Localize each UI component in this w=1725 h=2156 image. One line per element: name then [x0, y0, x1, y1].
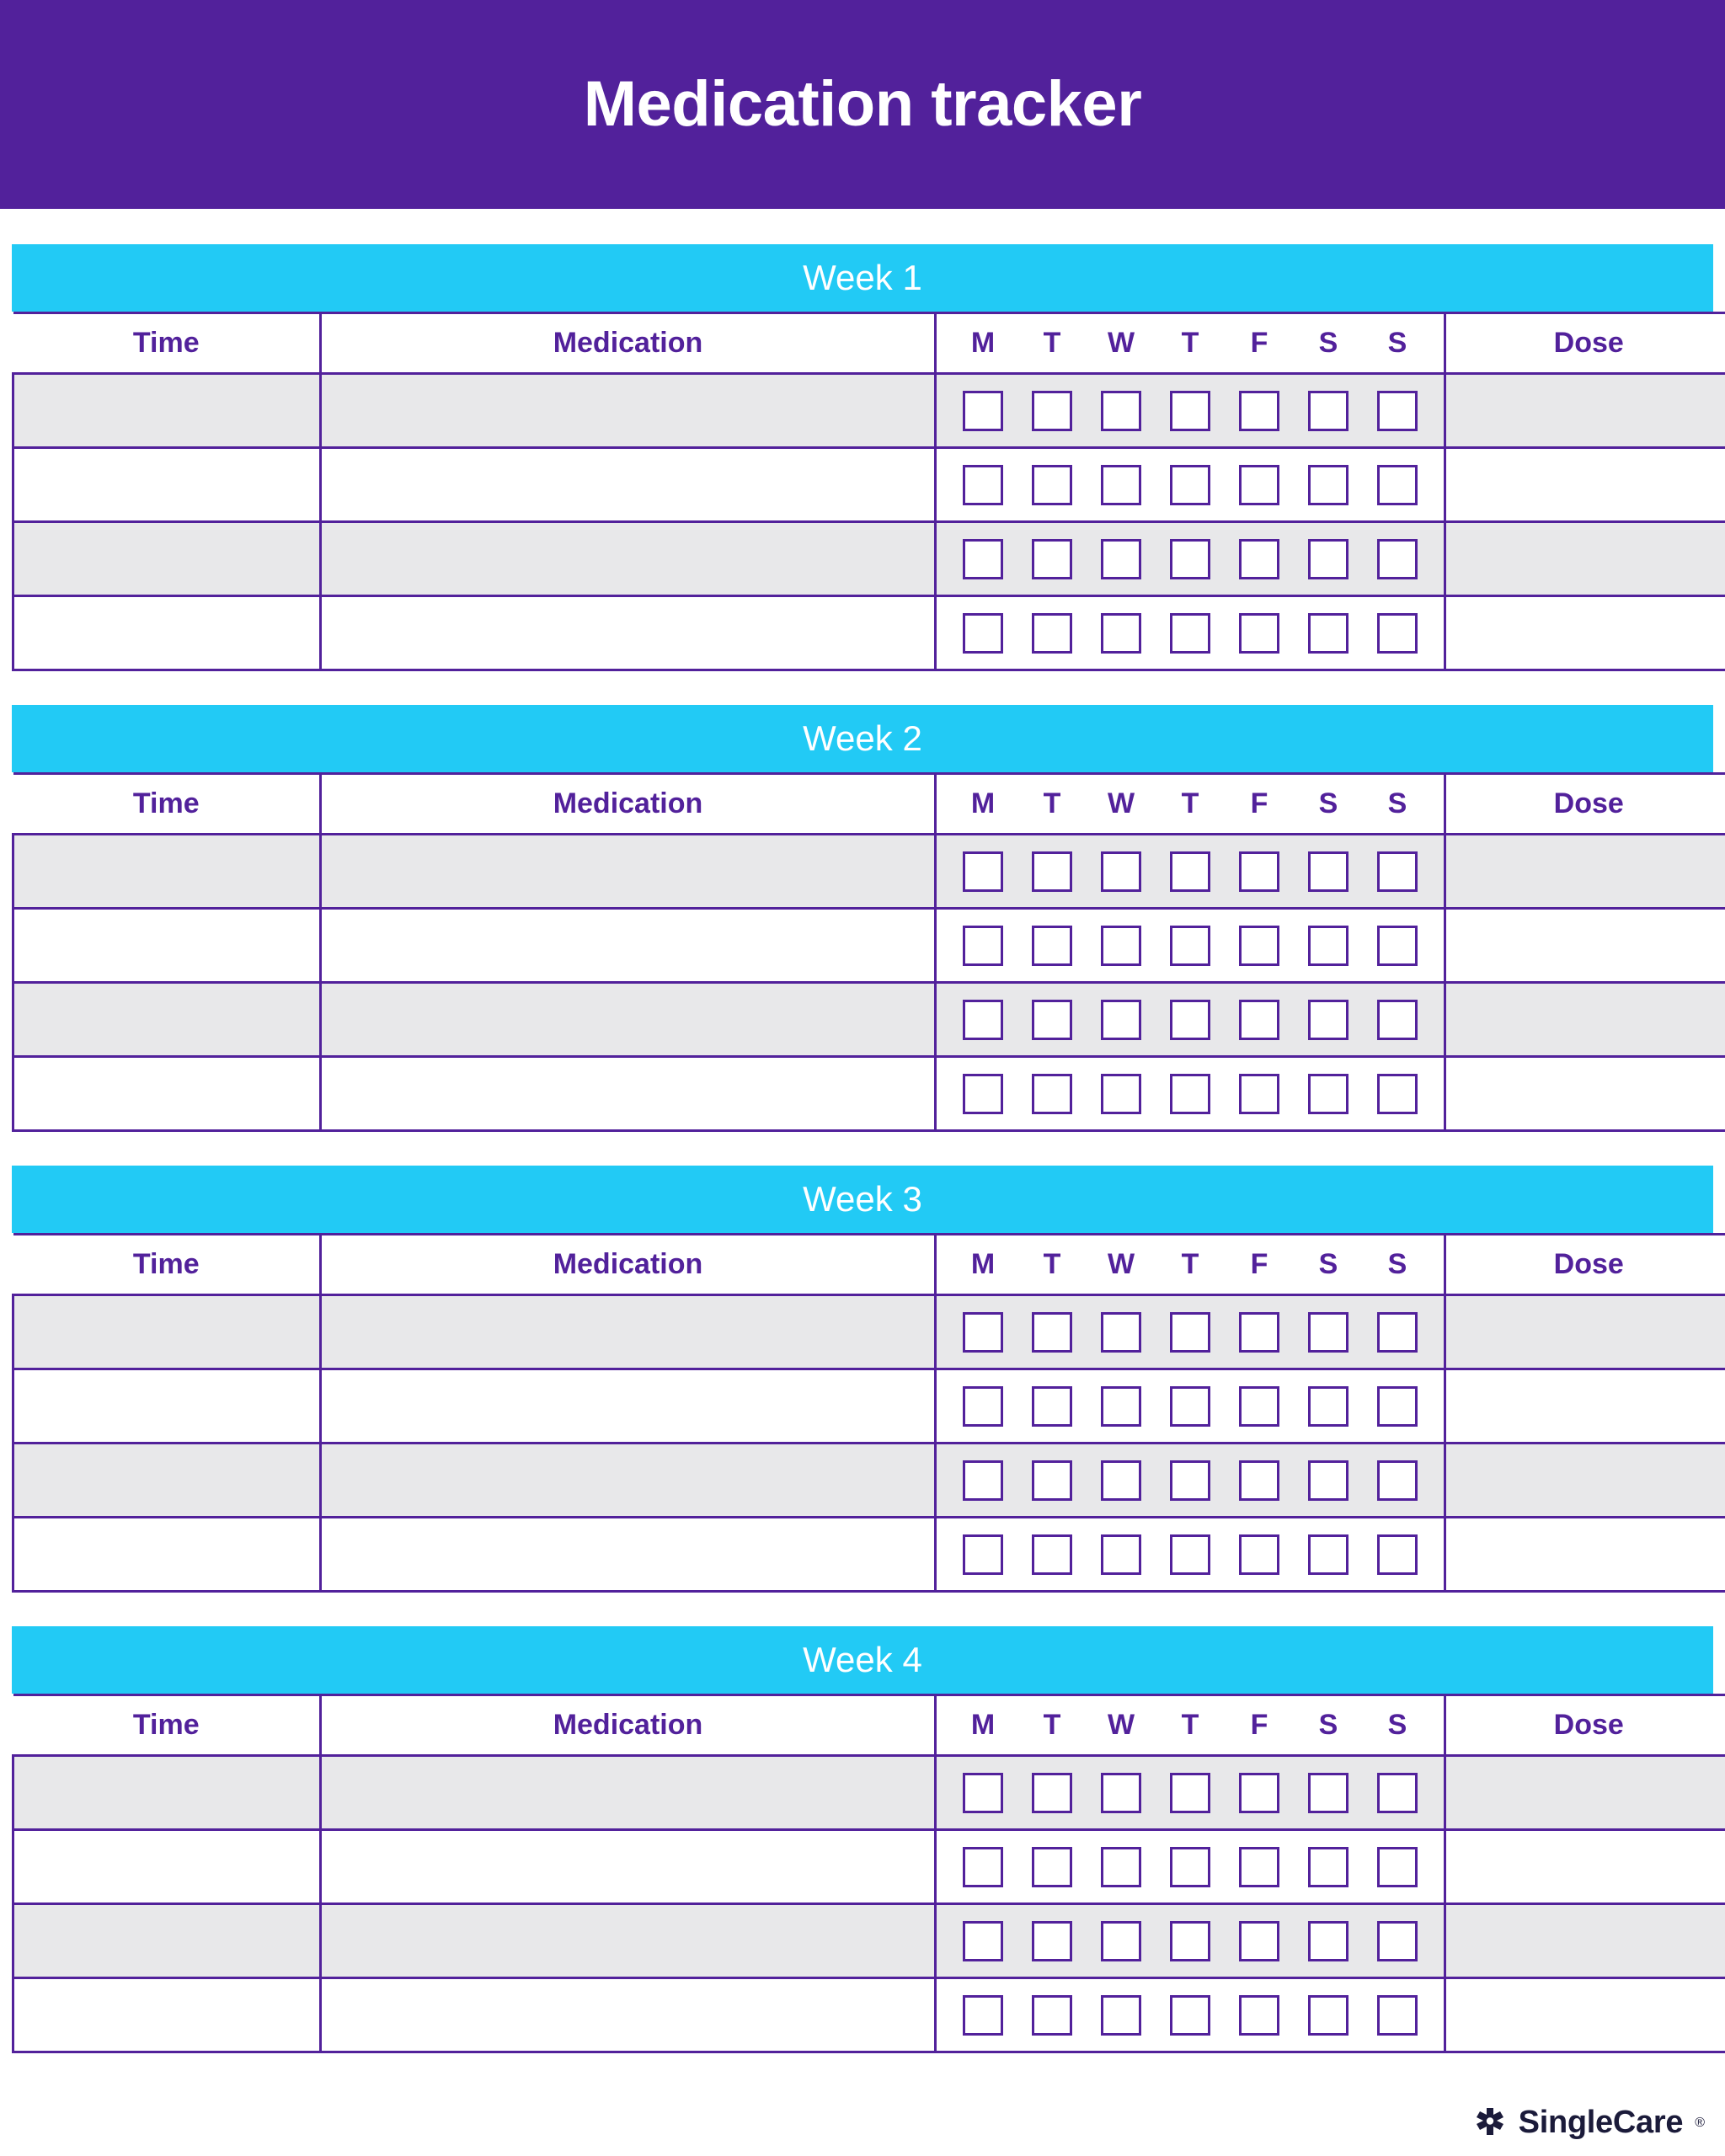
checkbox-sat[interactable] — [1308, 1386, 1348, 1427]
checkbox-fri[interactable] — [1239, 1921, 1279, 1961]
dose-cell[interactable] — [1445, 909, 1725, 983]
week-table-1 — [12, 312, 1725, 671]
registered-mark: ® — [1695, 2115, 1705, 2130]
day-label-mon: M — [970, 327, 996, 359]
checkbox-sun[interactable] — [1377, 1921, 1418, 1961]
day-label-wed: W — [1107, 787, 1135, 819]
checkbox-fri[interactable] — [1239, 465, 1279, 505]
day-label-sun: S — [1387, 787, 1407, 819]
checkbox-fri[interactable] — [1239, 1000, 1279, 1040]
checkbox-wed[interactable] — [1101, 465, 1141, 505]
week-label-3: Week 3 — [803, 1179, 922, 1219]
week-section-4 — [12, 1626, 1713, 2053]
dose-cell[interactable] — [1445, 1830, 1725, 1904]
dose-cell[interactable] — [1445, 835, 1725, 909]
time-cell[interactable] — [13, 596, 321, 670]
time-cell[interactable] — [13, 1295, 321, 1369]
day-label-thu: T — [1181, 787, 1199, 819]
checkbox-wed[interactable] — [1101, 926, 1141, 966]
checkbox-sat[interactable] — [1308, 1460, 1348, 1501]
checkbox-mon[interactable] — [963, 539, 1003, 579]
day-checks-cell — [936, 1444, 1445, 1518]
footer-brand — [1473, 2105, 1705, 2141]
day-label-fri: F — [1250, 1248, 1268, 1280]
dose-cell[interactable] — [1445, 1295, 1725, 1369]
week-banner-2 — [12, 705, 1713, 772]
page-title: Medication tracker — [583, 68, 1142, 140]
table-header-row — [13, 1235, 1725, 1295]
day-label-tue: T — [1043, 787, 1061, 819]
checkbox-tue[interactable] — [1032, 1921, 1072, 1961]
checkbox-sun[interactable] — [1377, 391, 1418, 431]
checkbox-mon[interactable] — [963, 926, 1003, 966]
medication-cell[interactable] — [321, 1518, 936, 1592]
checkbox-thu[interactable] — [1170, 851, 1210, 892]
table-row — [13, 1756, 1725, 1830]
day-label-tue: T — [1043, 327, 1061, 359]
checkbox-mon[interactable] — [963, 613, 1003, 654]
day-label-tue: T — [1043, 1709, 1061, 1741]
checkbox-tue[interactable] — [1032, 465, 1072, 505]
table-row — [13, 1444, 1725, 1518]
checkbox-thu[interactable] — [1170, 1534, 1210, 1575]
checkbox-thu[interactable] — [1170, 539, 1210, 579]
checkbox-fri[interactable] — [1239, 391, 1279, 431]
medication-cell[interactable] — [321, 1057, 936, 1131]
header-medication: Medication — [321, 1235, 936, 1295]
day-label-fri: F — [1250, 327, 1268, 359]
time-cell[interactable] — [13, 1830, 321, 1904]
checkbox-tue[interactable] — [1032, 1847, 1072, 1887]
week-section-3 — [12, 1166, 1713, 1593]
checkbox-mon[interactable] — [963, 1921, 1003, 1961]
checkbox-tue[interactable] — [1032, 1995, 1072, 2036]
checkbox-tue[interactable] — [1032, 391, 1072, 431]
day-label-thu: T — [1181, 1248, 1199, 1280]
checkbox-sat[interactable] — [1308, 926, 1348, 966]
checkbox-sun[interactable] — [1377, 1995, 1418, 2036]
day-label-mon: M — [970, 1248, 996, 1280]
time-cell[interactable] — [13, 1444, 321, 1518]
checkbox-fri[interactable] — [1239, 1773, 1279, 1813]
checkbox-tue[interactable] — [1032, 1312, 1072, 1353]
time-cell[interactable] — [13, 1756, 321, 1830]
checkbox-mon[interactable] — [963, 851, 1003, 892]
checkbox-sat[interactable] — [1308, 1074, 1348, 1114]
dose-cell[interactable] — [1445, 1904, 1725, 1978]
time-cell[interactable] — [13, 374, 321, 448]
header-time: Time — [13, 1695, 321, 1756]
checkbox-wed[interactable] — [1101, 613, 1141, 654]
medication-cell[interactable] — [321, 448, 936, 522]
brand-name: SingleCare — [1518, 2105, 1684, 2140]
week-table-4 — [12, 1694, 1725, 2053]
checkbox-fri[interactable] — [1239, 1534, 1279, 1575]
day-checks-cell — [936, 1830, 1445, 1904]
header-time: Time — [13, 313, 321, 374]
checkbox-mon[interactable] — [963, 1995, 1003, 2036]
table-row — [13, 1518, 1725, 1592]
checkbox-fri[interactable] — [1239, 1386, 1279, 1427]
time-cell[interactable] — [13, 1978, 321, 2052]
table-header-row — [13, 774, 1725, 835]
checkbox-sun[interactable] — [1377, 1000, 1418, 1040]
dose-cell[interactable] — [1445, 522, 1725, 596]
dose-cell[interactable] — [1445, 983, 1725, 1057]
checkbox-mon[interactable] — [963, 1773, 1003, 1813]
checkbox-sat[interactable] — [1308, 613, 1348, 654]
checkbox-thu[interactable] — [1170, 613, 1210, 654]
checkbox-tue[interactable] — [1032, 926, 1072, 966]
week-section-1 — [12, 244, 1713, 671]
checkbox-thu[interactable] — [1170, 926, 1210, 966]
day-label-mon: M — [970, 787, 996, 819]
checkbox-sun[interactable] — [1377, 1534, 1418, 1575]
checkbox-tue[interactable] — [1032, 851, 1072, 892]
checkbox-sat[interactable] — [1308, 1773, 1348, 1813]
checkbox-mon[interactable] — [963, 1074, 1003, 1114]
checkbox-sat[interactable] — [1308, 465, 1348, 505]
checkbox-thu[interactable] — [1170, 1995, 1210, 2036]
checkbox-mon[interactable] — [963, 1312, 1003, 1353]
day-checks-cell — [936, 909, 1445, 983]
header-days — [936, 1235, 1445, 1295]
day-checks-cell — [936, 448, 1445, 522]
day-label-sat: S — [1318, 1709, 1338, 1741]
header-dose: Dose — [1445, 1235, 1725, 1295]
checkbox-sat[interactable] — [1308, 1995, 1348, 2036]
day-checks-cell — [936, 835, 1445, 909]
dose-cell[interactable] — [1445, 1518, 1725, 1592]
checkbox-tue[interactable] — [1032, 1074, 1072, 1114]
dose-cell[interactable] — [1445, 1444, 1725, 1518]
header-dose: Dose — [1445, 1695, 1725, 1756]
checkbox-sun[interactable] — [1377, 926, 1418, 966]
tracker-body — [0, 244, 1725, 2053]
week-section-2 — [12, 705, 1713, 1132]
header-days — [936, 774, 1445, 835]
day-checks-cell — [936, 1518, 1445, 1592]
table-row — [13, 983, 1725, 1057]
checkbox-thu[interactable] — [1170, 1773, 1210, 1813]
checkbox-sun[interactable] — [1377, 613, 1418, 654]
checkbox-wed[interactable] — [1101, 1000, 1141, 1040]
medication-cell[interactable] — [321, 835, 936, 909]
week-table-2 — [12, 772, 1725, 1132]
medication-cell[interactable] — [321, 374, 936, 448]
table-row — [13, 1830, 1725, 1904]
checkbox-tue[interactable] — [1032, 613, 1072, 654]
checkbox-thu[interactable] — [1170, 465, 1210, 505]
time-cell[interactable] — [13, 448, 321, 522]
day-label-thu: T — [1181, 327, 1199, 359]
checkbox-fri[interactable] — [1239, 1312, 1279, 1353]
medication-cell[interactable] — [321, 1830, 936, 1904]
checkbox-wed[interactable] — [1101, 1534, 1141, 1575]
week-banner-4 — [12, 1626, 1713, 1694]
checkbox-wed[interactable] — [1101, 1847, 1141, 1887]
table-row — [13, 374, 1725, 448]
header-medication: Medication — [321, 774, 936, 835]
day-label-sun: S — [1387, 1709, 1407, 1741]
header-time: Time — [13, 774, 321, 835]
dose-cell[interactable] — [1445, 1057, 1725, 1131]
checkbox-mon[interactable] — [963, 465, 1003, 505]
day-checks-cell — [936, 1295, 1445, 1369]
medication-cell[interactable] — [321, 909, 936, 983]
checkbox-fri[interactable] — [1239, 1460, 1279, 1501]
checkbox-mon[interactable] — [963, 1847, 1003, 1887]
day-label-thu: T — [1181, 1709, 1199, 1741]
day-label-sat: S — [1318, 327, 1338, 359]
time-cell[interactable] — [13, 1518, 321, 1592]
table-row — [13, 1369, 1725, 1444]
checkbox-wed[interactable] — [1101, 539, 1141, 579]
day-label-fri: F — [1250, 1709, 1268, 1741]
table-row — [13, 835, 1725, 909]
medication-cell[interactable] — [321, 1295, 936, 1369]
checkbox-thu[interactable] — [1170, 1000, 1210, 1040]
checkbox-tue[interactable] — [1032, 1773, 1072, 1813]
checkbox-thu[interactable] — [1170, 1460, 1210, 1501]
checkbox-sun[interactable] — [1377, 851, 1418, 892]
checkbox-wed[interactable] — [1101, 1074, 1141, 1114]
medication-cell[interactable] — [321, 1756, 936, 1830]
dose-cell[interactable] — [1445, 1978, 1725, 2052]
checkbox-wed[interactable] — [1101, 1921, 1141, 1961]
page-header — [0, 0, 1725, 209]
checkbox-thu[interactable] — [1170, 1847, 1210, 1887]
checkbox-tue[interactable] — [1032, 1460, 1072, 1501]
checkbox-fri[interactable] — [1239, 851, 1279, 892]
day-checks-cell — [936, 1057, 1445, 1131]
week-banner-1 — [12, 244, 1713, 312]
checkbox-tue[interactable] — [1032, 1534, 1072, 1575]
day-label-sun: S — [1387, 1248, 1407, 1280]
checkbox-mon[interactable] — [963, 1460, 1003, 1501]
checkbox-tue[interactable] — [1032, 1386, 1072, 1427]
table-row — [13, 1057, 1725, 1131]
checkbox-sat[interactable] — [1308, 1921, 1348, 1961]
checkbox-thu[interactable] — [1170, 1312, 1210, 1353]
medication-cell[interactable] — [321, 983, 936, 1057]
day-label-fri: F — [1250, 787, 1268, 819]
medication-cell[interactable] — [321, 596, 936, 670]
table-header-row — [13, 1695, 1725, 1756]
table-row — [13, 1978, 1725, 2052]
checkbox-sun[interactable] — [1377, 1460, 1418, 1501]
checkbox-mon[interactable] — [963, 1000, 1003, 1040]
medication-cell[interactable] — [321, 522, 936, 596]
checkbox-mon[interactable] — [963, 391, 1003, 431]
day-label-mon: M — [970, 1709, 996, 1741]
day-label-sat: S — [1318, 787, 1338, 819]
checkbox-sat[interactable] — [1308, 1847, 1348, 1887]
checkbox-fri[interactable] — [1239, 1995, 1279, 2036]
checkbox-fri[interactable] — [1239, 1074, 1279, 1114]
checkbox-mon[interactable] — [963, 1534, 1003, 1575]
dose-cell[interactable] — [1445, 448, 1725, 522]
checkbox-sun[interactable] — [1377, 539, 1418, 579]
checkbox-sun[interactable] — [1377, 1074, 1418, 1114]
week-table-3 — [12, 1233, 1725, 1593]
dose-cell[interactable] — [1445, 374, 1725, 448]
checkbox-fri[interactable] — [1239, 926, 1279, 966]
table-header-row — [13, 313, 1725, 374]
day-label-sun: S — [1387, 327, 1407, 359]
checkbox-mon[interactable] — [963, 1386, 1003, 1427]
checkbox-wed[interactable] — [1101, 1773, 1141, 1813]
header-medication: Medication — [321, 1695, 936, 1756]
dose-cell[interactable] — [1445, 1369, 1725, 1444]
checkbox-thu[interactable] — [1170, 391, 1210, 431]
header-days — [936, 313, 1445, 374]
checkbox-sun[interactable] — [1377, 1312, 1418, 1353]
table-row — [13, 1295, 1725, 1369]
header-medication: Medication — [321, 313, 936, 374]
dose-cell[interactable] — [1445, 596, 1725, 670]
time-cell[interactable] — [13, 983, 321, 1057]
day-label-wed: W — [1107, 327, 1135, 359]
week-label-2: Week 2 — [803, 718, 922, 758]
day-checks-cell — [936, 596, 1445, 670]
table-row — [13, 909, 1725, 983]
checkbox-thu[interactable] — [1170, 1074, 1210, 1114]
checkbox-tue[interactable] — [1032, 1000, 1072, 1040]
day-label-sat: S — [1318, 1248, 1338, 1280]
time-cell[interactable] — [13, 835, 321, 909]
day-checks-cell — [936, 1369, 1445, 1444]
time-cell[interactable] — [13, 909, 321, 983]
checkbox-fri[interactable] — [1239, 613, 1279, 654]
checkbox-wed[interactable] — [1101, 391, 1141, 431]
day-checks-cell — [936, 522, 1445, 596]
time-cell[interactable] — [13, 522, 321, 596]
checkbox-wed[interactable] — [1101, 1312, 1141, 1353]
header-days — [936, 1695, 1445, 1756]
day-checks-cell — [936, 983, 1445, 1057]
table-row — [13, 1904, 1725, 1978]
checkbox-wed[interactable] — [1101, 1995, 1141, 2036]
medication-cell[interactable] — [321, 1978, 936, 2052]
medication-cell[interactable] — [321, 1369, 936, 1444]
checkbox-wed[interactable] — [1101, 1460, 1141, 1501]
checkbox-sat[interactable] — [1308, 1000, 1348, 1040]
checkbox-tue[interactable] — [1032, 539, 1072, 579]
day-checks-cell — [936, 1756, 1445, 1830]
checkbox-fri[interactable] — [1239, 1847, 1279, 1887]
header-dose: Dose — [1445, 313, 1725, 374]
medication-cell[interactable] — [321, 1444, 936, 1518]
day-checks-cell — [936, 1904, 1445, 1978]
day-checks-cell — [936, 1978, 1445, 2052]
checkbox-sat[interactable] — [1308, 1312, 1348, 1353]
singlecare-cross-icon — [1473, 2106, 1507, 2140]
checkbox-sun[interactable] — [1377, 1773, 1418, 1813]
week-label-4: Week 4 — [803, 1640, 922, 1679]
checkbox-wed[interactable] — [1101, 851, 1141, 892]
day-label-tue: T — [1043, 1248, 1061, 1280]
checkbox-sat[interactable] — [1308, 391, 1348, 431]
day-checks-cell — [936, 374, 1445, 448]
week-label-1: Week 1 — [803, 258, 922, 297]
checkbox-fri[interactable] — [1239, 539, 1279, 579]
checkbox-thu[interactable] — [1170, 1386, 1210, 1427]
day-label-wed: W — [1107, 1709, 1135, 1741]
checkbox-wed[interactable] — [1101, 1386, 1141, 1427]
checkbox-thu[interactable] — [1170, 1921, 1210, 1961]
time-cell[interactable] — [13, 1904, 321, 1978]
checkbox-sat[interactable] — [1308, 851, 1348, 892]
time-cell[interactable] — [13, 1057, 321, 1131]
table-row — [13, 596, 1725, 670]
medication-cell[interactable] — [321, 1904, 936, 1978]
checkbox-sat[interactable] — [1308, 539, 1348, 579]
checkbox-sun[interactable] — [1377, 465, 1418, 505]
header-time: Time — [13, 1235, 321, 1295]
header-dose: Dose — [1445, 774, 1725, 835]
checkbox-sat[interactable] — [1308, 1534, 1348, 1575]
checkbox-sun[interactable] — [1377, 1847, 1418, 1887]
time-cell[interactable] — [13, 1369, 321, 1444]
table-row — [13, 522, 1725, 596]
day-label-wed: W — [1107, 1248, 1135, 1280]
week-banner-3 — [12, 1166, 1713, 1233]
table-row — [13, 448, 1725, 522]
dose-cell[interactable] — [1445, 1756, 1725, 1830]
checkbox-sun[interactable] — [1377, 1386, 1418, 1427]
